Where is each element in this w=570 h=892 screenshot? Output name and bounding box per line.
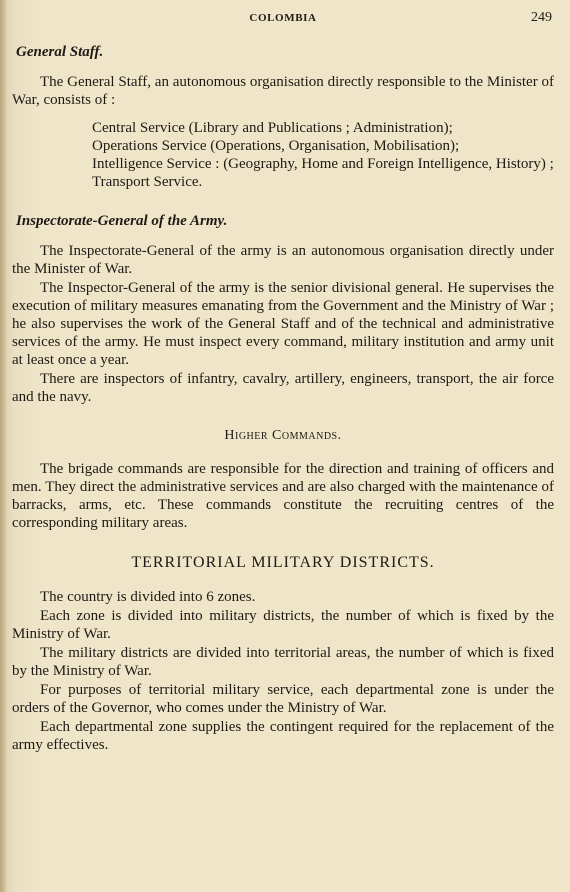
general-staff-heading: General Staff. <box>16 44 104 60</box>
service-item: Intelligence Service : (Geography, Home and Foreign Intelligence, History) ; <box>92 156 554 172</box>
inspectorate-section <box>12 213 554 406</box>
territorial-districts-section <box>12 554 554 754</box>
paragraph: Each zone is divided into military districts, the number of which is fixed by the Ministry of War. <box>12 608 554 642</box>
paragraph: Each departmental zone supplies the contingent required for the replacement of the army effectives. <box>12 719 554 753</box>
paragraph: There are inspectors of infantry, cavalry, artillery, engineers, transport, the air force and the navy. <box>12 371 554 405</box>
page-number: 249 <box>531 10 552 25</box>
paragraph: The military districts are divided into territorial areas, the number of which is fixed by the Ministry of War. <box>12 645 554 679</box>
service-item: Transport Service. <box>92 174 203 190</box>
inspectorate-heading: Inspectorate-General of the Army. <box>16 213 228 229</box>
higher-commands-section <box>12 428 554 532</box>
page-binding-edge <box>0 0 6 892</box>
paragraph: The country is divided into 6 zones. <box>40 589 256 605</box>
general-staff-service-list <box>12 119 554 191</box>
territorial-districts-heading: TERRITORIAL MILITARY DISTRICTS. <box>131 554 435 571</box>
paragraph: The brigade commands are responsible for the direction and training of officers and men. They direct the administrative services and are also charged with the maintenance of barracks, arms, etc. These commands constitute the recruiting centres of the corresponding military areas. <box>12 461 554 531</box>
running-header <box>12 10 554 32</box>
running-title: COLOMBIA <box>249 12 317 24</box>
general-staff-intro: The General Staff, an autonomous organisation directly responsible to the Minister of War, consists of : <box>12 74 554 108</box>
paragraph: The Inspectorate-General of the army is an autonomous organisation directly under the Minister of War. <box>12 243 554 277</box>
service-item: Central Service (Library and Publications ; Administration); <box>92 120 453 136</box>
paragraph: For purposes of territorial military service, each departmental zone is under the orders of the Governor, who comes under the Ministry of War. <box>12 682 554 716</box>
general-staff-section <box>12 44 554 191</box>
higher-commands-heading: Higher Commands. <box>224 428 342 443</box>
service-item: Operations Service (Operations, Organisation, Mobilisation); <box>92 138 460 154</box>
paragraph: The Inspector-General of the army is the senior divisional general. He supervises the execution of military measures emanating from the Government and the Ministry of War ; he also supervises the work of the General Staff and of the technical and administrative services of the army. He must inspect every command, military institution and army unit at least once a year. <box>12 280 554 368</box>
